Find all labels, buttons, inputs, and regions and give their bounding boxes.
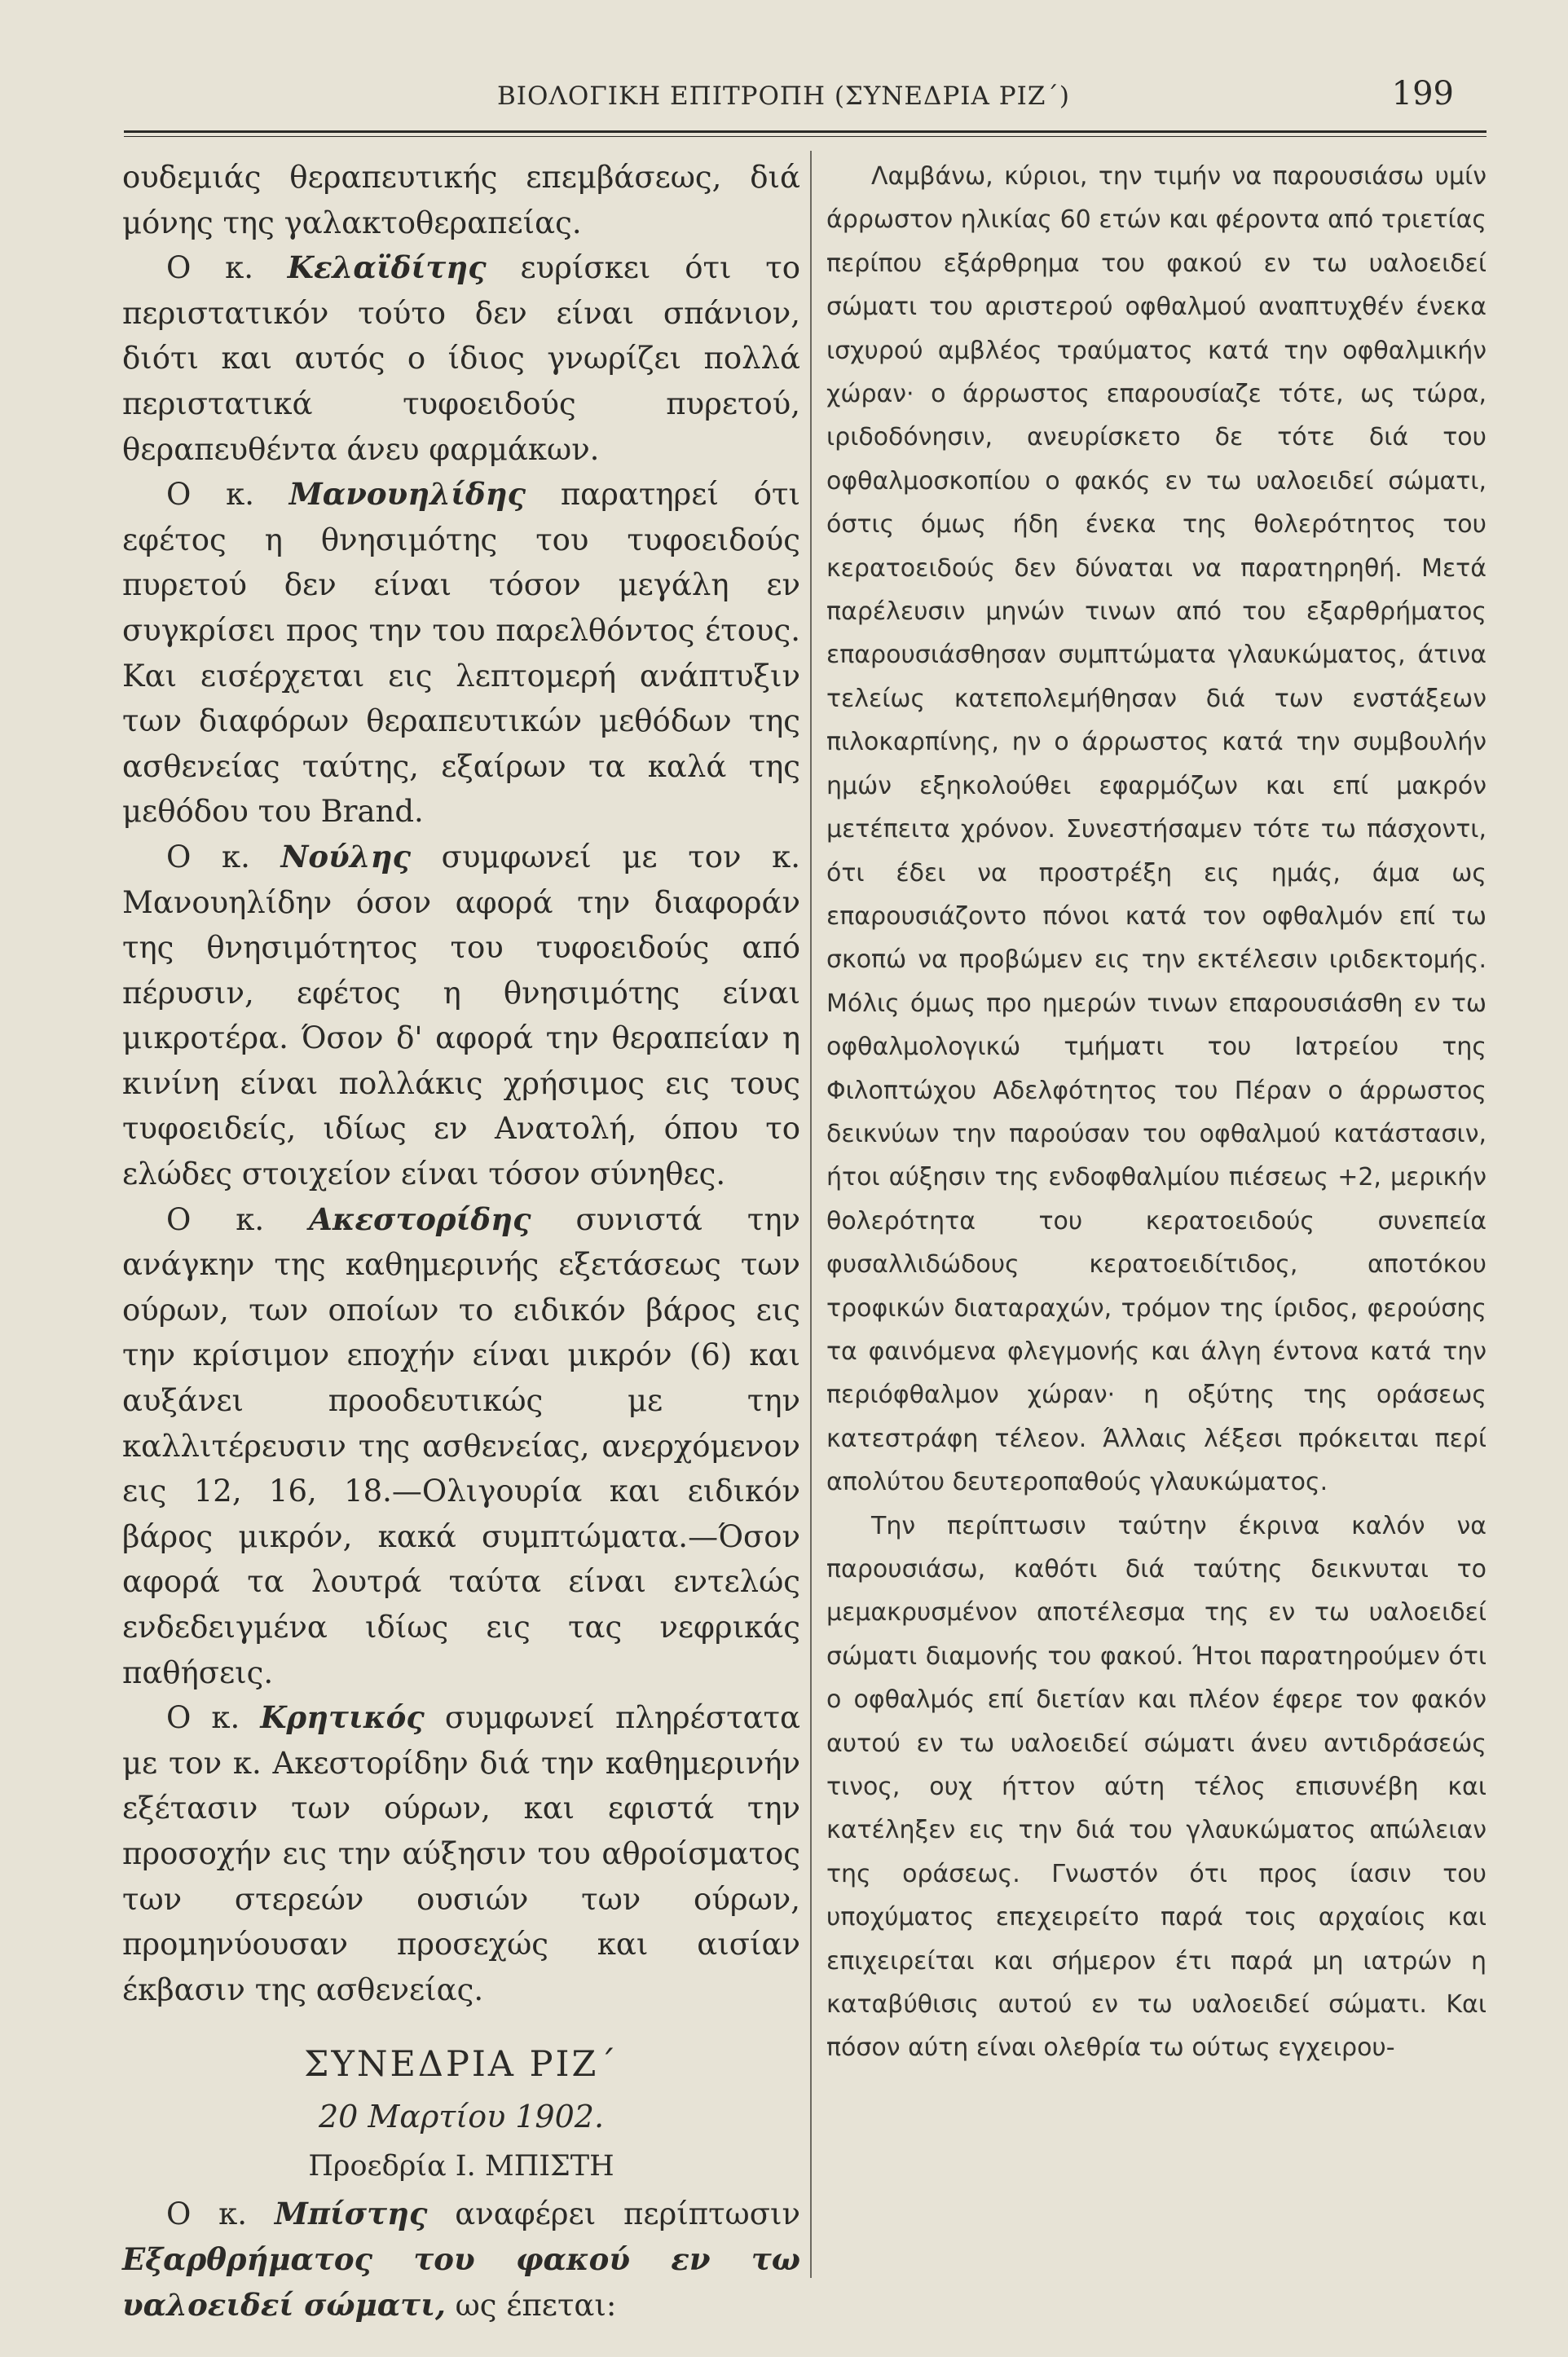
session-title: ΣΥΝΕΔΡΙΑ ΡΙΖ΄ [304, 2044, 619, 2086]
speaker-name: Ακεστορίδης [309, 1201, 531, 1237]
page-number: 199 [1391, 75, 1454, 112]
speaker-name: Κρητικός [260, 1699, 425, 1736]
paragraph-kritikos: Ο κ. Κρητικός συμφωνεί πληρέστατα με τον κ. Ακεστορίδην διά την καθημερινήν εξέτασιν των ούρων, και εφιστά την προσοχήν εις την αύξησιν του αθροίσματος των στερεών ουσιών των ούρων, προμηνύουσαν προσεχώς και αισίαν έκβασιν της ασθενείας. [122, 1699, 800, 2007]
paragraph-akestoridis: Ο κ. Ακεστορίδης συνιστά την ανάγκην της καθημερινής εξετάσεως των ούρων, των οποίων το ειδικόν βάρος εις την κρίσιμον εποχήν είναι μικρόν (6) και αυξάνει προοδευτικώς με την καλλιτέρευσιν της ασθενείας, ανερχόμενον εις 12, 16, 18.—Ολιγουρία και ειδικόν βάρος μικρόν, κακά συμπτώματα.—Όσον αφορά τα λουτρά ταύτα είναι εντελώς ενδεδειγμένα ιδίως εις τας νεφρικάς παθήσεις. [122, 1201, 800, 1690]
paragraph-kelaiditis: Ο κ. Κελαϊδίτης ευρίσκει ότι το περιστατικόν τούτο δεν είναι σπάνιον, διότι και αυτός ο ίδιος γνωρίζει πολλά περιστατικά τυφοειδούς πυρετού, θεραπευθέντα άνευ φαρμάκων. [122, 249, 800, 467]
paragraph-mpistis: Ο κ. Μπίστης αναφέρει περίπτωσιν Εξαρθρήματος του φακού εν τω υαλοειδεί σώματι, ως έπεται: [122, 2196, 800, 2323]
session-date: 20 Μαρτίου 1902. [318, 2099, 605, 2135]
speaker-name: Νούλης [280, 838, 412, 875]
speaker-name: Μανουηλίδης [288, 476, 526, 513]
paragraph-continuation: ουδεμιάς θεραπευτικής επεμβάσεως, διά μόνης της γαλακτοθεραπείας. [122, 160, 800, 240]
session-chair: Προεδρία Ι. ΜΠΙΣΤΗ [308, 2150, 614, 2183]
right-column [826, 155, 1487, 2070]
case-discussion-paragraph: Την περίπτωσιν ταύτην έκρινα καλόν να παρουσιάσω, καθότι διά ταύτης δεικνυται το μεμακρυσμένον αποτέλεσμα της εν τω υαλοειδεί σώματι διαμονής του φακού. Ήτοι παρατηρούμεν ότι ο οφθαλμός επί διετίαν και πλέον έφερε τον φακόν αυτού εν τω υαλοειδεί σώματι άνευ αντιδράσεώς τινος, ουχ ήττον αύτη τέλος επισυνέβη και κατέληξεν εις την διά του γλαυκώματος απώλειαν της οράσεως. Γνωστόν ότι προς ίασιν του υποχύματος επεχειρείτο παρά τοις αρχαίοις και επιχειρείται και σήμερον έτι παρά μη ιατρών η καταβύθισις αυτού εν τω υαλοειδεί σώματι. Και πόσον αύτη είναι ολεθρία τω ούτως εγχειρου- [826, 1511, 1487, 2063]
header-rule [124, 130, 1487, 137]
running-title: ΒΙΟΛΟΓΙΚΗ ΕΠΙΤΡΟΠΗ (ΣΥΝΕΔΡΙΑ ΡΙΖ΄) [497, 82, 1071, 111]
paragraph-noulis: Ο κ. Νούλης συμφωνεί με τον κ. Μανουηλίδην όσον αφορά την διαφοράν της θνησιμότητος του τυφοειδούς από πέρυσιν, εφέτος η θνησιμότης είναι μικροτέρα. Όσον δ' αφορά την θεραπείαν η κινίνη είναι πολλάκις χρήσιμος εις τους τυφοειδείς, ιδίως εν Ανατολή, όπου το ελώδες στοιχείον είναι τόσον σύνηθες. [122, 838, 800, 1192]
running-head [122, 75, 1487, 124]
speaker-name: Μπίστης [274, 2196, 428, 2232]
case-title: Εξαρθρήματος του φακού εν τω υαλοειδεί σώματι, [122, 2240, 800, 2323]
column-divider [810, 151, 812, 2278]
speaker-name: Κελαϊδίτης [287, 249, 487, 286]
paragraph-manouilidis: Ο κ. Μανουηλίδης παρατηρεί ότι εφέτος η θνησιμότης του τυφοειδούς πυρετού δεν είναι τόσον μεγάλη εν συγκρίσει προς την του παρελθόντος έτους. Και εισέρχεται εις λεπτομερή ανάπτυξιν των διαφόρων θεραπευτικών μεθόδων της ασθενείας ταύτης, εξαίρων τα καλά της μεθόδου του Brand. [122, 476, 800, 830]
case-report-paragraph: Λαμβάνω, κύριοι, την τιμήν να παρουσιάσω υμίν άρρωστον ηλικίας 60 ετών και φέροντα από τριετίας περίπου εξάρθρημα του φακού εν τω υαλοειδεί σώματι του αριστερού οφθαλμού αναπτυχθέν ένεκα ισχυρού αμβλέος τραύματος κατά την οφθαλμικήν χώραν· ο άρρωστος επαρουσίαζε τότε, ως τώρα, ιριδοδόνησιν, ανευρίσκετο δε τότε διά του οφθαλμοσκοπίου ο φακός εν τω υαλοειδεί σώματι, όστις όμως ήδη ένεκα της θολερότητος του κερατοειδούς δεν δύναται να παρατηρηθή. Μετά παρέλευσιν μηνών τινων από του εξαρθρήματος επαρουσιάσθησαν συμπτώματα γλαυκώματος, άτινα τελείως κατεπολεμήθησαν διά των ενστάξεων πιλοκαρπίνης, ην ο άρρωστος κατά την συμβουλήν ημών εξηκολούθει εφαρμόζων και επί μακρόν μετέπειτα χρόνον. Συνεστήσαμεν τότε τω πάσχοντι, ότι έδει να προστρέξη εις ημάς, άμα ως επαρουσιάζοντο πόνοι κατά τον οφθαλμόν επί τω σκοπώ να προβώμεν εις την εκτέλεσιν ιριδεκτομής. Μόλις όμως προ ημερών τινων επαρουσιάσθη εν τω οφθαλμολογικώ τμήματι του Ιατρείου της Φιλοπτώχου Αδελφότητος του Πέραν ο άρρωστος δεικνύων την παρούσαν του οφθαλμού κατάστασιν, ήτοι αύξησιν της ενδοφθαλμίου πιέσεως +2, μερικήν θολερότητα του κερατοειδούς συνεπεία φυσαλλιδώδους κερατοειδίτιδος, αποτόκου τροφικών διαταραχών, τρόμον της ίριδος, φερούσης τα φαινόμενα φλεγμονής και άλγη έντονα κατά την περιόφθαλμον χώραν· η οξύτης της οράσεως κατεστράφη τέλεον. Άλλαις λέξεσι πρόκειται περί απολύτου δευτεροπαθούς γλαυκώματος. [826, 162, 1487, 1497]
left-column [122, 155, 800, 2328]
